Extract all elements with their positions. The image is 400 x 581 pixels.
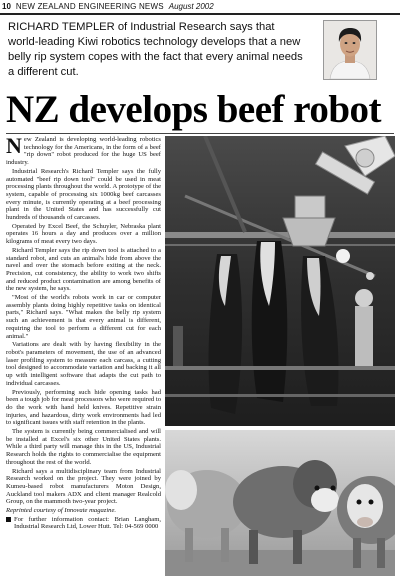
running-header — [0, 0, 400, 15]
contact-info: For further information contact: Brian Langham, Industrial Research Ltd, Lower Hutt. Tel: 04-569 0000 — [6, 516, 161, 531]
article-paragraph: Previously, performing such hide opening tasks had been a tough job for meat processors who were required to do the work with hand held knives. Repetitive strain injuries, and hazardous, dirty work environments had led to significant issues with staff retention in the plants. — [6, 388, 161, 427]
drop-cap: N — [6, 136, 22, 158]
robot-photo — [165, 136, 395, 426]
article-paragraph: Variations are dealt with by having flexibility in the robot's parameters of movement, the use of an advanced laser profiling system to measure each carcass, a cutting tool designed to accommodate variation and backing it all up with intelligent software that adapts the cut path to individual carcasses. — [6, 341, 161, 387]
bullet-square-icon — [6, 517, 11, 522]
article-paragraph: The system is currently being commercialised and will be installed at Excel's six other United States plants. While a third party will manage this in the US, Industrial Research holds the rights to commercialise the equipment throughout the rest of the world. — [6, 428, 161, 466]
article-body — [6, 136, 161, 576]
article-paragraph: "Most of the world's robots work in car or computer assembly plants doing highly repetitive tasks on identical parts," Richard says. "What makes the belly rip system such an achievement is that every animal is different, requiring the tool to perform a different cut for each animal." — [6, 294, 161, 340]
article-paragraph: Industrial Research's Richard Templer says the fully automated "beef rip down tool" could be used in meat processing plants throughout the world. A prototype of the system, capable of processing six 1000kg beef carcasses every minute, is currently operating at a beef processing plant in the United States and has successfully cut hundreds of thousands of carcasses. — [6, 167, 161, 222]
headline: NZ develops beef robot — [6, 88, 382, 131]
courtesy-line: Reprinted courtesy of Innovate magazine. — [6, 507, 117, 515]
issue-date: August 2002 — [168, 2, 214, 11]
standfirst: RICHARD TEMPLER of Industrial Research says that world-leading Kiwi robotics technology develops that a new belly rip system copes with the fact that every animal needs a different cut. — [8, 21, 303, 78]
article-paragraph: Richard says a multidisciplinary team from Industrial Research worked on the project. They were joined by Kumeu-based robot manufacturers Moton Design, Auckland tool makers ADX and client manager Realcold Group, on the mammoth two-year project. — [6, 467, 161, 506]
cattle-photo — [165, 430, 395, 576]
headline-rule — [6, 133, 394, 134]
page-number: 10 — [2, 2, 11, 11]
article-paragraph: Richard Templer says the rip down tool is attached to a standard robot, and cuts an animal's hide from above the navel and over the stomach before exiting at the neck. Precision, cut consistency, the ability to work two shifts and reduced product contamination are among benefits of the new system, he says. — [6, 246, 161, 293]
author-portrait — [323, 20, 377, 80]
publication-name: NEW ZEALAND ENGINEERING NEWS — [15, 2, 164, 11]
article-paragraph: New Zealand is developing world-leading robotics technology for the Americans, in the form of a beef "rip down" robot produced for the huge US beef industry. — [6, 136, 161, 167]
article-paragraph: Operated by Excel Beef, the Schuyler, Nebraska plant operates 16 hours a day and produces over a million kilograms of meat every two days. — [6, 222, 161, 246]
